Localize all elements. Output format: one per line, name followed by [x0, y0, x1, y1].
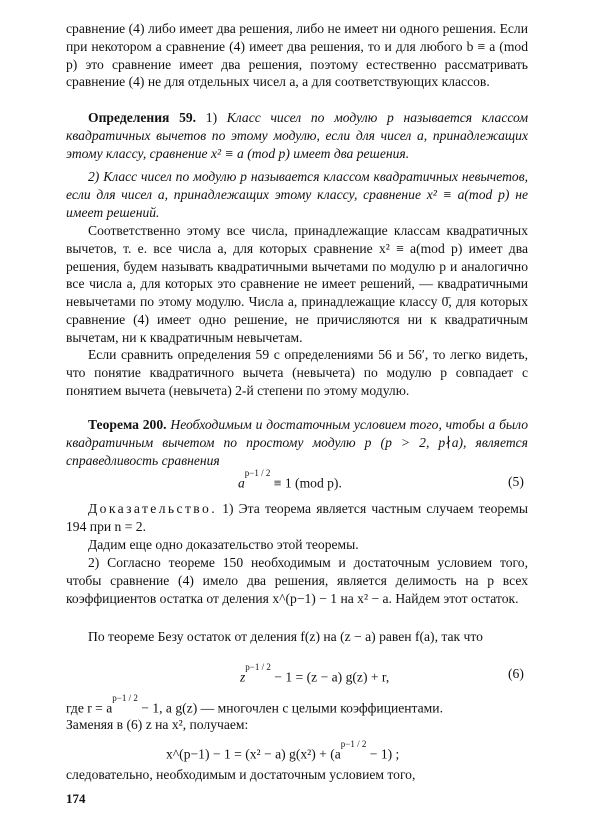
eq6-base: z — [240, 669, 246, 685]
where-exponent: p−1 / 2 — [112, 693, 138, 703]
paragraph-comparison: Если сравнить определения 59 с определениями 56 и 56′, то легко видеть, что понятие квадратичного вычета (невычета) по модулю p совпадает с понятием вычета (невычета) 2-й степени по этому модулю. — [66, 347, 528, 398]
page-number: 174 — [66, 791, 86, 806]
eq7-rhs: − 1) ; — [369, 746, 400, 762]
proof-intro: Дадим еще одно доказательство этой теоремы. — [88, 537, 359, 552]
paragraph-bezout: По теореме Безу остаток от деления f(z) на (z − a) равен f(a), так что — [88, 629, 483, 644]
paragraph-where — [66, 693, 528, 717]
equation-6 — [240, 664, 389, 687]
where-prefix: где r = a — [66, 700, 113, 716]
definition-59-part-1 — [66, 109, 528, 162]
eq6-rhs: − 1 = (z − a) g(z) + r, — [274, 669, 390, 685]
paragraph-residues: Соответственно этому все числа, принадлежащие классам квадратичных вычетов, т. е. все числа a, для которых сравнение x² ≡ a(mod p) имеет два решения, будем называть квадратичными вычетами по модулю p и аналогично все числа a, для которых это сравнение не имеет решений, — квадратичными невычетами по этому модулю. Числа a, принадлежащие классу 0̄, для которых сравнение (4) имеет одно решение, не причисляются ни к квадратичным вычетам, ни к квадратичным невычетам. — [66, 223, 528, 345]
where-suffix: − 1, а g(z) — многочлен с целыми коэффициентами. — [141, 700, 443, 716]
eq7-exponent: p−1 / 2 — [340, 739, 367, 749]
equation-5 — [238, 470, 342, 493]
paragraph-replace: Заменяя в (6) z на x², получаем: — [66, 717, 249, 732]
proof-part-1 — [66, 500, 528, 536]
equation-6-number: (6) — [508, 666, 524, 681]
theorem-text: Необходимым и достаточным условием того, чтобы a было квадратичным вычетом по простому модулю p (p > 2, p∤a), является справедливость сравнения — [66, 417, 528, 468]
eq5-base: a — [238, 475, 245, 491]
theorem-heading: Теорема 200. — [88, 417, 167, 432]
theorem-200 — [66, 416, 528, 469]
proof-part-2: 2) Согласно теореме 150 необходимым и достаточным условием того, чтобы сравнение (4) имело два решения, является делимость на p всех коэффициентов остатка от деления x^(p−1) − 1 на x² − a. Найдем этот остаток. — [66, 555, 528, 606]
definition-59-part-2: 2) Класс чисел по модулю p называется классом квадратичных невычетов, если для чисел a, принадлежащих этому классу, сравнение x² ≡ a(mod p) не имеет решений. — [66, 169, 528, 220]
equation-7 — [166, 741, 399, 764]
eq6-exponent: p−1 / 2 — [245, 662, 271, 672]
paragraph-intro: сравнение (4) либо имеет два решения, либо не имеет ни одного решения. Если при некотором a сравнение (4) имеет два решения, то и для любого b ≡ a (mod p) это сравнение имеет два решения, поэтому естественно рассматривать сравнение (4) не для отдельных чисел a, а для соответствующих классов. — [66, 21, 528, 90]
definition-1-text: Класс чисел по модулю p называется классом квадратичных вычетов по этому модулю, если для чисел a, принадлежащих этому классу, сравнение x² ≡ a (mod p) имеет два решения. — [66, 110, 529, 161]
eq7-lhs: x^(p−1) − 1 = (x² − a) g(x²) + (a — [166, 746, 341, 762]
paragraph-last-line: следовательно, необходимым и достаточным условием того, — [66, 767, 416, 782]
equation-5-number: (5) — [508, 474, 524, 489]
proof-1-text: 1) Эта теорема является частным случаем теоремы 194 при n = 2. — [66, 501, 528, 534]
eq5-exponent: p−1 / 2 — [244, 468, 271, 478]
definition-heading: Определения 59. — [88, 110, 197, 125]
proof-heading: Доказательство. — [88, 501, 218, 516]
definition-1-number: 1) — [205, 110, 218, 125]
eq5-rhs: ≡ 1 (mod p). — [273, 475, 342, 491]
